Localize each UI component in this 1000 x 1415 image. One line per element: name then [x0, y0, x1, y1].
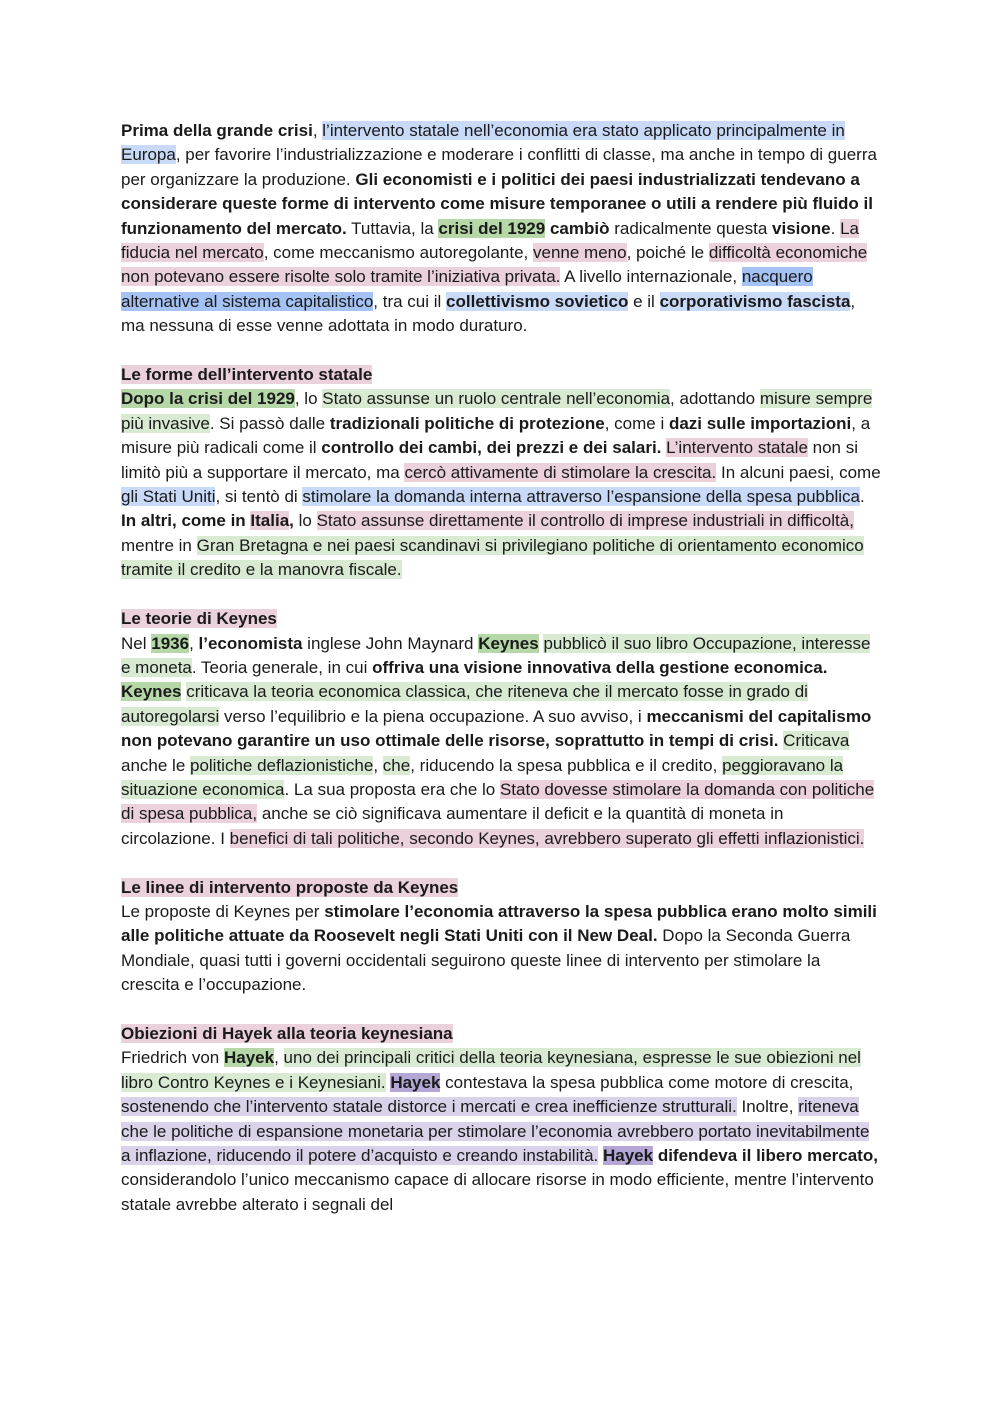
highlighted-text: pubblicò il suo libro Occupazione, interesse e moneta: [121, 633, 871, 677]
body-text: lo: [293, 511, 317, 531]
highlighted-text: Criticava: [783, 731, 850, 751]
section-obiezioni-hayek: [121, 1022, 881, 1217]
highlighted-text: corporativismo fascista: [659, 291, 851, 311]
highlighted-text: l’intervento statale nell’economia era stato applicato principalmente in Europa: [121, 121, 845, 165]
highlighted-text: Hayek: [390, 1072, 441, 1092]
body-text: , tra cui il: [373, 291, 447, 311]
section-teorie-keynes: [121, 607, 881, 851]
highlighted-text: nacquero alternative al sistema capitalistico: [121, 267, 813, 311]
section-heading: Le linee di intervento proposte da Keynes: [121, 877, 459, 897]
body-text: , poiché le: [626, 243, 709, 263]
highlighted-text: Keynes: [121, 682, 182, 702]
body-text: ,: [189, 633, 199, 653]
body-text: .: [859, 487, 865, 507]
bold-text: controllo dei cambi, dei prezzi e dei salari.: [321, 438, 662, 458]
section-forme-intervento: [121, 363, 881, 583]
body-text: . Teoria generale, in cui: [191, 657, 373, 677]
bold-text: meccanismi del capitalismo non potevano garantire un uso ottimale delle risorse, soprattutto in tempi di crisi.: [121, 706, 872, 751]
body-text: , adottando: [670, 389, 760, 409]
body-text: inglese John Maynard: [302, 633, 479, 653]
body-text: Tuttavia, la: [346, 218, 439, 238]
body-text: ,: [312, 121, 323, 140]
bold-text: visione: [772, 218, 831, 238]
highlighted-text: difficoltà economiche non potevano essere risolte solo tramite l’iniziativa privata.: [121, 243, 868, 287]
highlighted-text: Stato assunse un ruolo centrale nell’economia: [322, 389, 671, 409]
body-text: Inoltre,: [736, 1097, 799, 1117]
highlighted-text: Dopo la crisi del 1929: [121, 389, 295, 409]
highlighted-text: cercò attivamente di stimolare la crescita.: [404, 462, 717, 482]
body-text: , lo: [294, 389, 323, 409]
body-text: ,: [274, 1048, 284, 1068]
highlighted-text: Gran Bretagna e nei paesi scandinavi si privilegiano politiche di orientamento economico tramite il credito e la manovra fiscale.: [121, 535, 864, 580]
body-text: , per favorire l’industrializzazione e moderare i conflitti di classe, ma anche in tempo di guerra per organizzare la produzione.: [121, 145, 877, 189]
section-heading: Obiezioni di Hayek alla teoria keynesiana: [121, 1023, 453, 1043]
body-text: Nel: [121, 633, 152, 653]
body-text: . La sua proposta era che lo: [284, 779, 500, 799]
bold-text: Prima della grande crisi: [121, 121, 313, 140]
body-text: contestava la spesa pubblica come motore di crescita,: [440, 1072, 854, 1092]
body-text: .: [830, 218, 841, 238]
highlighted-text: che: [382, 755, 411, 775]
body-text: A livello internazionale,: [560, 267, 742, 287]
bold-text: ,: [289, 511, 294, 531]
body-text: , ma nessuna di esse venne adottata in modo duraturo.: [121, 291, 856, 336]
body-text: , come meccanismo autoregolante,: [263, 243, 533, 263]
body-text: anche se ciò significava aumentare il deficit e la quantità di moneta in circolazione. I: [121, 804, 784, 848]
section-linee-intervento: [121, 876, 881, 998]
body-text: Dopo la Seconda Guerra Mondiale, quasi tutti i governi occidentali seguirono queste linee di intervento per stimolare la crescita e l’occupazione.: [121, 926, 851, 995]
highlighted-text: peggioravano la situazione economica: [121, 755, 844, 799]
highlighted-text: Italia: [250, 511, 290, 531]
highlighted-text: L’intervento statale: [666, 438, 808, 458]
highlighted-text: riteneva che le politiche di espansione monetaria per stimolare l’economia avrebbero portato inevitabilmente a inflazione, riducendo il potere d’acquisto e creando instabilità.: [121, 1097, 870, 1165]
highlighted-text: politiche deflazionistiche: [190, 755, 374, 775]
highlighted-text: sostenendo che l’intervento statale distorce i mercati e crea inefficienze strutturali.: [121, 1097, 737, 1117]
highlighted-text: 1936: [151, 633, 190, 653]
body-text: mentre in: [121, 535, 197, 555]
body-text: ,: [373, 755, 383, 775]
body-text: non si limitò più a supportare il mercato, ma: [121, 438, 858, 482]
bold-text: Gli economisti e i politici dei paesi industrializzati tendevano a considerare queste forme di intervento come misure temporanee o utili a rendere più fluido il funzionamento del mercato.: [121, 169, 873, 238]
body-text: , a misure più radicali come il: [121, 413, 871, 458]
highlighted-text: Hayek: [223, 1048, 275, 1068]
section-heading: Le teorie di Keynes: [121, 609, 277, 629]
highlighted-text: misure sempre più invasive: [121, 389, 873, 433]
body-text: , si tentò di: [215, 487, 303, 507]
body-text: radicalmente questa: [609, 218, 773, 238]
section-heading: Le forme dell’intervento statale: [121, 365, 373, 385]
bold-text: cambiò: [549, 218, 610, 238]
body-text: anche le: [121, 755, 190, 775]
highlighted-text: crisi del 1929: [438, 218, 546, 238]
bold-text: tradizionali politiche di protezione: [329, 413, 605, 433]
highlighted-text: Keynes: [478, 633, 539, 653]
body-text: Friedrich von: [121, 1048, 224, 1068]
document-page: [121, 119, 881, 1217]
body-text: , come i: [604, 413, 669, 433]
bold-text: difendeva il libero mercato,: [657, 1146, 878, 1165]
highlighted-text: uno dei principali critici della teoria keynesiana, espresse le sue obiezioni nel libro Contro Keynes e i Keynesiani.: [121, 1048, 861, 1092]
body-text: verso l’equilibrio e la piena occupazione. A suo avviso, i: [219, 706, 647, 726]
highlighted-text: Hayek: [602, 1146, 654, 1165]
highlighted-text: La fiducia nel mercato: [121, 218, 860, 263]
highlighted-text: Stato assunse direttamente il controllo di imprese industriali in difficoltà,: [316, 511, 854, 531]
bold-text: In altri, come in: [121, 511, 251, 531]
bold-text: dazi sulle importazioni: [668, 413, 852, 433]
body-text: . Si passò dalle: [209, 413, 330, 433]
highlighted-text: venne meno: [533, 243, 627, 263]
body-text: considerandolo l’unico meccanismo capace di allocare risorse in modo efficiente, mentre l’intervento statale avrebbe alterato i segnali del: [121, 1170, 874, 1214]
body-text: e il: [628, 291, 660, 311]
highlighted-text: collettivismo sovietico: [446, 291, 629, 311]
highlighted-text: Stato dovesse stimolare la domanda con politiche di spesa pubblica,: [121, 779, 875, 824]
bold-text: l’economista: [198, 633, 303, 653]
paragraph-intro: [121, 119, 881, 339]
bold-text: offriva una visione innovativa della gestione economica.: [372, 657, 828, 677]
bold-text: stimolare l’economia attraverso la spesa pubblica erano molto simili alle politiche attuate da Roosevelt negli Stati Uniti con il New Deal.: [121, 901, 877, 946]
highlighted-text: benefici di tali politiche, secondo Keynes, avrebbero superato gli effetti inflazionistici.: [229, 828, 865, 848]
body-text: , riducendo la spesa pubblica e il credito,: [410, 755, 723, 775]
highlighted-text: stimolare la domanda interna attraverso l’espansione della spesa pubblica: [302, 487, 860, 507]
body-text: Le proposte di Keynes per: [121, 901, 325, 921]
body-text: In alcuni paesi, come: [716, 462, 881, 482]
highlighted-text: criticava la teoria economica classica, che riteneva che il mercato fosse in grado di autoregolarsi: [121, 682, 808, 726]
highlighted-text: gli Stati Uniti: [121, 487, 216, 507]
